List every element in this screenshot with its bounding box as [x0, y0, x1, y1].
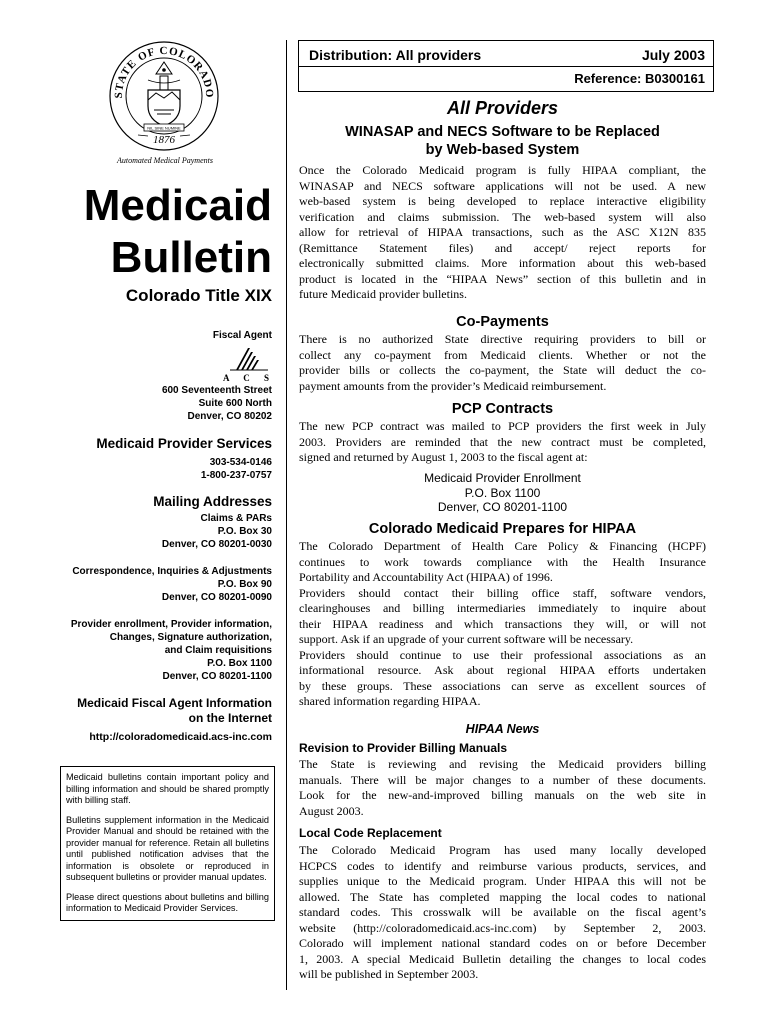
page-subtitle: Colorado Title XIX — [125, 286, 272, 305]
local-code-heading: Local Code Replacement — [299, 826, 442, 840]
tagline: Automated Medical Payments — [117, 156, 213, 165]
pcp-heading: PCP Contracts — [451, 401, 554, 417]
svg-text:STATE OF COLORADO — [113, 45, 215, 99]
provider-services-phones: 303-534-0146 1-800-237-0757 — [200, 457, 272, 481]
mailing-address-correspondence: Correspondence, Inquiries & Adjustments P.O. Box 90 Denver, CO 80201-0090 — [72, 566, 272, 603]
acs-logo-icon — [222, 344, 276, 384]
hipaa-prep-paragraph: The Colorado Department of Health Care Policy & Financing (HCPF) continues to work towards compliance with the Health Insurance Portability and Accountability Act (HIPAA) of 1996. Providers should contact their billing office staff, software vendors, clearinghouses and billing intermediaries immediately to inquire about their HIPAA readiness and which transactions they will, or will not support. Ask if an upgrade of your current software will be necessary. Providers should continue to use their professional associations as an informational resource. Ask about regional HIPAA efforts undertaken by these groups. These associations can serve as excellent sources of shared information regarding HIPAA. — [299, 539, 706, 708]
info-paragraph: Medicaid bulletins contain important policy and billing information and should be shared promptly with billing staff. — [66, 772, 269, 805]
copay-heading: Co-Payments — [456, 314, 549, 330]
header-divider — [299, 66, 713, 67]
acs-logo-text: A C S — [222, 373, 276, 383]
distribution-label: Distribution: All providers — [309, 47, 482, 63]
copay-paragraph: There is no authorized State directive requiring providers to bill or collect any co-payment from Medicaid clients. Whether or not the provider bills or collects the co-payment, the State will deduct the co- payment amounts from the provider’s Medicaid reimbursement. — [299, 332, 706, 393]
revision-paragraph: The State is reviewing and revising the Medicaid providers billing manuals. There will be major changes to a number of these documents. Look for the new-and-improved billing manuals on the web site in August 2003. — [299, 757, 706, 818]
mailing-address-claims: Claims & PARs P.O. Box 30 Denver, CO 80201-0030 — [161, 513, 272, 550]
seal-top-text: STATE OF COLORADO — [112, 44, 216, 99]
fiscal-agent-label: Fiscal Agent — [212, 330, 272, 341]
reference-number: Reference: B0300161 — [574, 71, 705, 86]
winasap-heading: WINASAP and NECS Software to be Replaced by Web-based System — [345, 124, 660, 158]
hipaa-news-heading: HIPAA News — [465, 722, 540, 736]
distribution-box — [298, 40, 714, 92]
mailing-address-enrollment: Provider enrollment, Provider information, Changes, Signature authorization, and Claim requisitions P.O. Box 1100 Denver, CO 80201-1100 — [70, 619, 272, 682]
column-divider — [286, 40, 287, 990]
seal-motto: NIL SINE NUMINE — [147, 125, 181, 131]
local-code-paragraph: The Colorado Medicaid Program has used many locally developed HCPCS codes to identify and reimburse various products, services, and supplies unique to the Medicaid program. Under HIPAA this will not be allowed. The State has completed mapping the local codes to national standard codes. This crosswalk will be available on the fiscal agent’s website (http://coloradomedicaid.acs-inc.com) by September 2, 2003. Colorado will implement national standard codes on or before December 1, 2003. A special Medicaid Bulletin detailing the changes to local codes will be published in September 2003. — [299, 843, 706, 981]
provider-services-heading: Medicaid Provider Services — [96, 436, 272, 451]
bulletin-date: July 2003 — [641, 47, 705, 63]
fiscal-agent-address: 600 Seventeenth Street Suite 600 North Denver, CO 80202 — [161, 385, 272, 422]
hipaa-prep-heading: Colorado Medicaid Prepares for HIPAA — [368, 521, 637, 537]
page-title-line1: Medicaid — [83, 181, 272, 230]
state-of-colorado-seal — [108, 40, 220, 152]
pcp-return-address: Medicaid Provider Enrollment P.O. Box 1100 Denver, CO 80201-1100 — [424, 471, 581, 514]
revision-heading: Revision to Provider Billing Manuals — [299, 741, 508, 755]
fiscal-info-url-link[interactable]: http://coloradomedicaid.acs-inc.com — [89, 731, 272, 743]
fiscal-info-heading: Medicaid Fiscal Agent Information on the Internet — [77, 696, 272, 725]
pcp-paragraph: The new PCP contract was mailed to PCP providers the first week in July 2003. Providers are reminded that the new contract must be completed, signed and returned by August 1, 2003 to the fiscal agent at: — [299, 419, 706, 464]
seal-year: 1876 — [153, 134, 175, 146]
info-paragraph: Please direct questions about bulletins and billing information to Medicaid Provider Services. — [66, 891, 269, 913]
page-title-line2: Bulletin — [110, 233, 272, 282]
info-paragraph: Bulletins supplement information in the Medicaid Provider Manual and should be retained with the provider manual for reference. Retain all bulletins until published notification advises that the information is obsolete or reproduced in subsequent bulletins or provider manual updates. — [66, 814, 269, 882]
bulletin-info-box — [60, 766, 275, 921]
section-title: All Providers — [446, 98, 559, 118]
mailing-addresses-heading: Mailing Addresses — [153, 494, 272, 509]
winasap-paragraph: Once the Colorado Medicaid program is fully HIPAA compliant, the WINASAP and NECS software applications will not be used. A new web-based system is being developed to replace interactive eligibility verification and claims submission. The web-based system will also allow for retrieval of HIPAA transactions, such as the ASC X12N 835 (Remittance Statement files) and accept/ reject reports for electronically submitted claims. More information about this web-based product is located in the “HIPAA News” section of this bulletin and in future Medicaid provider bulletins. — [299, 163, 706, 301]
